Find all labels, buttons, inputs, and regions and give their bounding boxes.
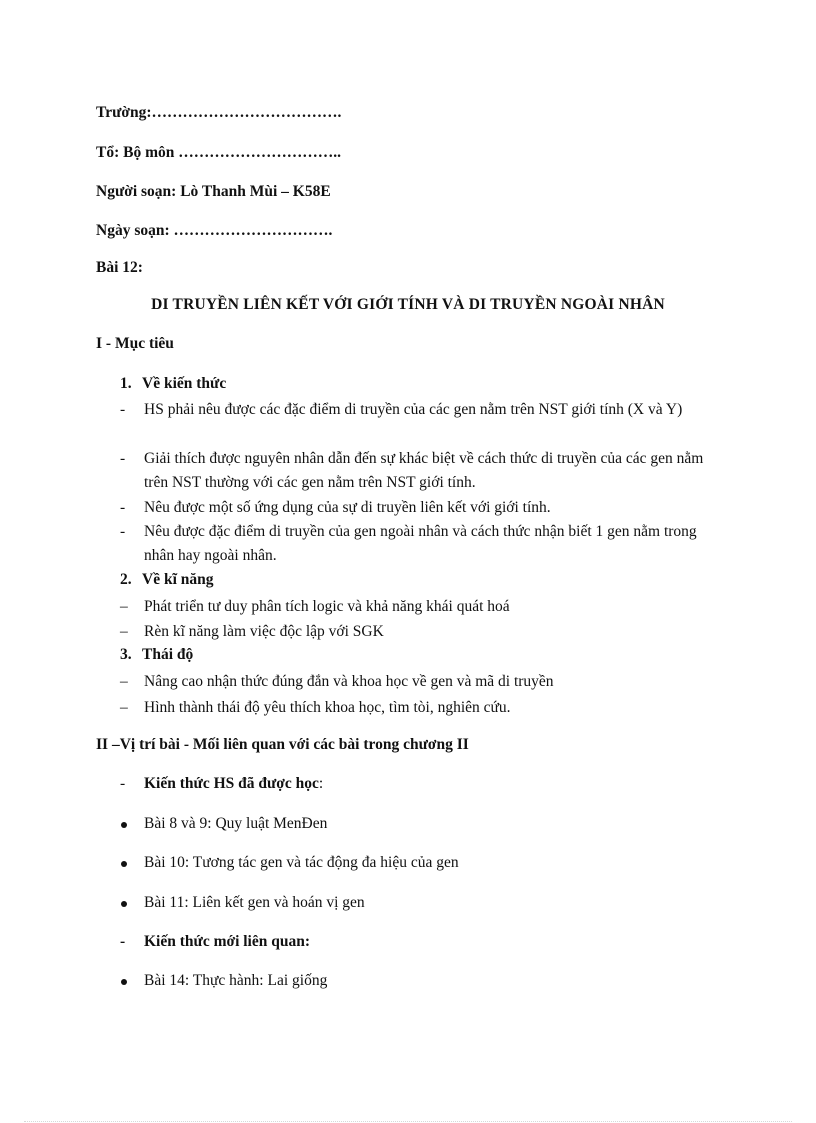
list-item: – Nâng cao nhận thức đúng đắn và khoa học về gen và mã di truyền [120, 670, 720, 694]
list-item: - Nêu được một số ứng dụng của sự di truyền liên kết với giới tính. [120, 496, 720, 520]
subheading-number: 2. [120, 571, 132, 588]
bullet-dot-icon [121, 822, 127, 828]
list-item: - Nêu được đặc điểm di truyền của gen ngoài nhân và cách thức nhận biết 1 gen nằm trong nhân hay ngoài nhân. [120, 520, 720, 568]
hyphen-bullet: - [120, 775, 126, 792]
page-bottom-rule [24, 1121, 792, 1122]
list-item: Bài 14: Thực hành: Lai giống [121, 972, 721, 990]
list-item: – Phát triển tư duy phân tích logic và khả năng khái quát hoá [120, 595, 720, 619]
lesson-number: Bài 12: [96, 259, 143, 276]
section-position-heading: II –Vị trí bài - Mối liên quan với các bài trong chương II [96, 736, 469, 753]
department-line: Tổ: Bộ môn ………………………….. [96, 144, 341, 161]
bullet-dot-icon [121, 861, 127, 867]
list-item: – Rèn kĩ năng làm việc độc lập với SGK [120, 620, 720, 644]
list-item: – Hình thành thái độ yêu thích khoa học, tìm tòi, nghiên cứu. [120, 696, 720, 720]
new-knowledge-label: - Kiến thức mới liên quan: [120, 933, 311, 950]
subheading-attitude [120, 646, 193, 664]
subheading-number: 1. [120, 375, 132, 392]
subheading-knowledge [120, 375, 226, 393]
subheading-label: Về kiến thức [142, 375, 227, 392]
subheading-number: 3. [120, 646, 132, 663]
subheading-skills [120, 571, 214, 589]
hyphen-bullet: - [120, 499, 126, 516]
dash-bullet: – [120, 623, 128, 640]
subheading-label: Thái độ [142, 646, 194, 663]
dash-bullet: – [120, 673, 128, 690]
school-line: Trường:………………………………. [96, 104, 342, 121]
section-objectives-heading: I - Mục tiêu [96, 335, 174, 352]
date-line: Ngày soạn: …………………………. [96, 222, 333, 239]
subheading-label: Về kĩ năng [142, 571, 214, 588]
author-line: Người soạn: Lò Thanh Mùi – K58E [96, 183, 331, 200]
bullet-dot-icon [121, 979, 127, 985]
dash-bullet: – [120, 699, 128, 716]
list-item: Bài 10: Tương tác gen và tác động đa hiệu của gen [121, 854, 721, 872]
list-item: Bài 11: Liên kết gen và hoán vị gen [121, 894, 721, 912]
hyphen-bullet: - [120, 523, 126, 540]
hyphen-bullet: - [120, 450, 126, 467]
hyphen-bullet: - [120, 401, 126, 418]
learned-knowledge-label: - Kiến thức HS đã được học: [120, 775, 324, 792]
lesson-title: DI TRUYỀN LIÊN KẾT VỚI GIỚI TÍNH VÀ DI TRUYỀN NGOÀI NHÂN [151, 296, 665, 313]
list-item: - HS phải nêu được các đặc điểm di truyền của các gen nằm trên NST giới tính (X và Y) [120, 398, 720, 422]
list-item: Bài 8 và 9: Quy luật MenĐen [121, 815, 721, 833]
dash-bullet: – [120, 598, 128, 615]
hyphen-bullet: - [120, 933, 126, 950]
list-item: - Giải thích được nguyên nhân dẫn đến sự khác biệt về cách thức di truyền của các gen nằm trên NST thường với các gen nằm trên NST giới tính. [120, 447, 720, 495]
bullet-dot-icon [121, 901, 127, 907]
